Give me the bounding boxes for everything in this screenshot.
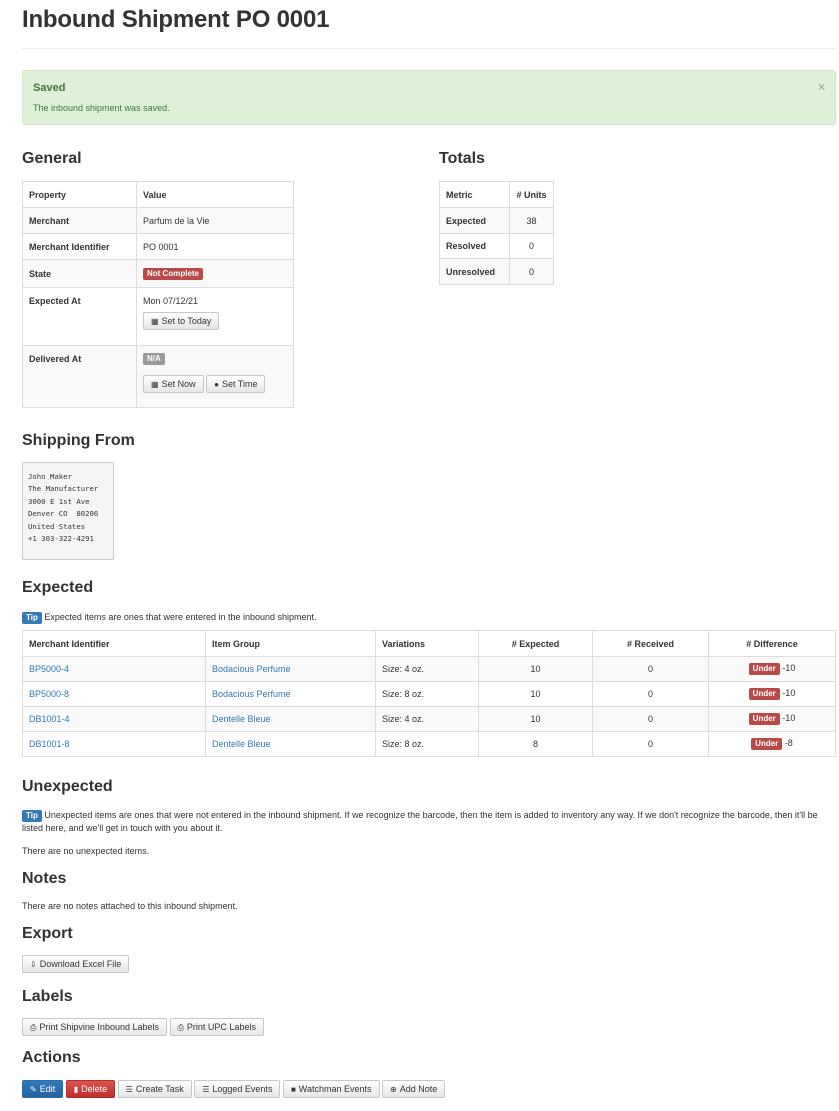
- col-merchant-identifier: Merchant Identifier: [23, 631, 206, 657]
- general-table: [22, 181, 294, 408]
- merchant-id-link[interactable]: DB1001-8: [29, 739, 70, 749]
- logged-events-button[interactable]: ☰ Logged Events: [194, 1080, 280, 1098]
- received-cell: 0: [593, 732, 709, 757]
- notes-empty-text: There are no notes attached to this inbound shipment.: [22, 901, 238, 911]
- print-upc-labels-button[interactable]: ⎙ Print UPC Labels: [170, 1018, 264, 1036]
- col-item-group: Item Group: [206, 631, 376, 657]
- merchant-id-value: PO 0001: [137, 234, 294, 260]
- col-expected: # Expected: [479, 631, 593, 657]
- table-row: [23, 657, 836, 682]
- unexpected-empty-text: There are no unexpected items.: [22, 846, 150, 856]
- create-task-button[interactable]: ☰ Create Task: [118, 1080, 192, 1098]
- merchant-label: Merchant: [23, 208, 137, 234]
- totals-metric: Unresolved: [440, 259, 510, 285]
- list-icon: ☰: [202, 1085, 210, 1094]
- variation-cell: Size: 4 oz.: [376, 657, 479, 682]
- plus-circle-icon: ⊕: [390, 1085, 397, 1094]
- under-badge: Under: [749, 663, 780, 675]
- tip-badge: Tip: [22, 612, 42, 624]
- alert-close-icon[interactable]: ×: [817, 80, 825, 94]
- delivered-at-label: Delivered At: [23, 346, 137, 408]
- actions-heading: Actions: [22, 1049, 81, 1066]
- col-units: # Units: [510, 182, 554, 208]
- add-note-button[interactable]: ⊕ Add Note: [382, 1080, 445, 1098]
- delete-button[interactable]: ▮ Delete: [66, 1080, 115, 1098]
- table-row: [23, 732, 836, 757]
- merchant-value: Parfum de la Vie: [137, 208, 294, 234]
- received-cell: 0: [593, 682, 709, 707]
- state-badge: Not Complete: [143, 268, 203, 280]
- difference-value: -10: [782, 663, 796, 673]
- difference-cell: [709, 657, 836, 682]
- difference-value: -10: [782, 713, 796, 723]
- shipping-address: John Maker The Manufacturer 3000 E 1st Ave Denver CO 80206 United States +1 303-322-4291: [22, 462, 114, 560]
- download-excel-button[interactable]: ⇩ Download Excel File: [22, 955, 129, 973]
- tasks-icon: ☰: [125, 1085, 133, 1094]
- col-value: Value: [137, 182, 294, 208]
- general-heading: General: [22, 150, 82, 167]
- expected-tip: [22, 611, 317, 624]
- printer-icon: ⎙: [30, 1023, 37, 1032]
- merchant-id-link[interactable]: DB1001-4: [29, 714, 70, 724]
- notes-heading: Notes: [22, 870, 67, 887]
- col-difference: # Difference: [709, 631, 836, 657]
- trash-icon: ▮: [73, 1085, 79, 1094]
- variation-cell: Size: 8 oz.: [376, 682, 479, 707]
- unexpected-heading: Unexpected: [22, 778, 113, 795]
- difference-value: -8: [784, 738, 793, 748]
- set-to-today-button[interactable]: ▦ Set to Today: [143, 312, 219, 330]
- labels-heading: Labels: [22, 988, 73, 1005]
- item-group-link[interactable]: Bodacious Perfume: [212, 689, 291, 699]
- set-now-button[interactable]: ▦ Set Now: [143, 375, 204, 393]
- download-icon: ⇩: [30, 960, 37, 969]
- calendar-icon: ▦: [151, 380, 159, 389]
- totals-units: 0: [510, 259, 554, 285]
- under-badge: Under: [751, 738, 782, 750]
- expected-at-value: Mon 07/12/21: [143, 296, 199, 306]
- clock-icon: ●: [214, 380, 219, 389]
- col-property: Property: [23, 182, 137, 208]
- totals-heading: Totals: [439, 150, 485, 167]
- col-received: # Received: [593, 631, 709, 657]
- expected-at-label: Expected At: [23, 288, 137, 346]
- difference-cell: [709, 682, 836, 707]
- delivered-at-badge: N/A: [143, 353, 165, 365]
- edit-button[interactable]: ✎ Edit: [22, 1080, 63, 1098]
- under-badge: Under: [749, 713, 780, 725]
- table-row: [23, 707, 836, 732]
- col-metric: Metric: [440, 182, 510, 208]
- expected-table: [22, 630, 836, 757]
- title-divider: [22, 48, 836, 49]
- watchman-events-button[interactable]: ■ Watchman Events: [283, 1080, 380, 1098]
- page-title: Inbound Shipment PO 0001: [22, 6, 330, 33]
- expected-cell: 8: [479, 732, 593, 757]
- totals-metric: Resolved: [440, 234, 510, 259]
- received-cell: 0: [593, 707, 709, 732]
- totals-units: 38: [510, 208, 554, 234]
- item-group-link[interactable]: Dentelle Bleue: [212, 714, 271, 724]
- print-shipvine-labels-button[interactable]: ⎙ Print Shipvine Inbound Labels: [22, 1018, 167, 1036]
- tip-badge: Tip: [22, 810, 42, 822]
- difference-cell: [709, 707, 836, 732]
- difference-cell: [709, 732, 836, 757]
- expected-cell: 10: [479, 682, 593, 707]
- alert-message: The inbound shipment was saved.: [33, 103, 170, 113]
- calendar-icon: ▦: [151, 317, 159, 326]
- totals-table: [439, 181, 554, 285]
- table-row: [23, 682, 836, 707]
- expected-tip-text: Expected items are ones that were entered in the inbound shipment.: [44, 612, 317, 622]
- merchant-id-link[interactable]: BP5000-4: [29, 664, 70, 674]
- printer-icon: ⎙: [177, 1023, 184, 1032]
- item-group-link[interactable]: Dentelle Bleue: [212, 739, 271, 749]
- difference-value: -10: [782, 688, 796, 698]
- expected-cell: 10: [479, 707, 593, 732]
- unexpected-tip-text: Unexpected items are ones that were not entered in the inbound shipment. If we recognize the barcode, then the item is added to inventory any way. If we don't recognize the barcode, then it'll be listed here, and we'll get in touch with you about it.: [22, 810, 818, 833]
- unexpected-tip: [22, 809, 822, 834]
- col-variations: Variations: [376, 631, 479, 657]
- item-group-link[interactable]: Bodacious Perfume: [212, 664, 291, 674]
- export-heading: Export: [22, 925, 73, 942]
- set-time-button[interactable]: ● Set Time: [206, 375, 265, 393]
- shipping-from-heading: Shipping From: [22, 432, 135, 449]
- video-camera-icon: ■: [290, 1085, 296, 1094]
- alert-title: Saved: [33, 82, 66, 94]
- merchant-id-link[interactable]: BP5000-8: [29, 689, 70, 699]
- totals-units: 0: [510, 234, 554, 259]
- received-cell: 0: [593, 657, 709, 682]
- under-badge: Under: [749, 688, 780, 700]
- merchant-id-label: Merchant Identifier: [23, 234, 137, 260]
- totals-metric: Expected: [440, 208, 510, 234]
- variation-cell: Size: 4 oz.: [376, 707, 479, 732]
- success-alert: [22, 70, 836, 125]
- expected-heading: Expected: [22, 579, 94, 596]
- variation-cell: Size: 8 oz.: [376, 732, 479, 757]
- expected-cell: 10: [479, 657, 593, 682]
- edit-icon: ✎: [30, 1085, 37, 1094]
- state-label: State: [23, 260, 137, 288]
